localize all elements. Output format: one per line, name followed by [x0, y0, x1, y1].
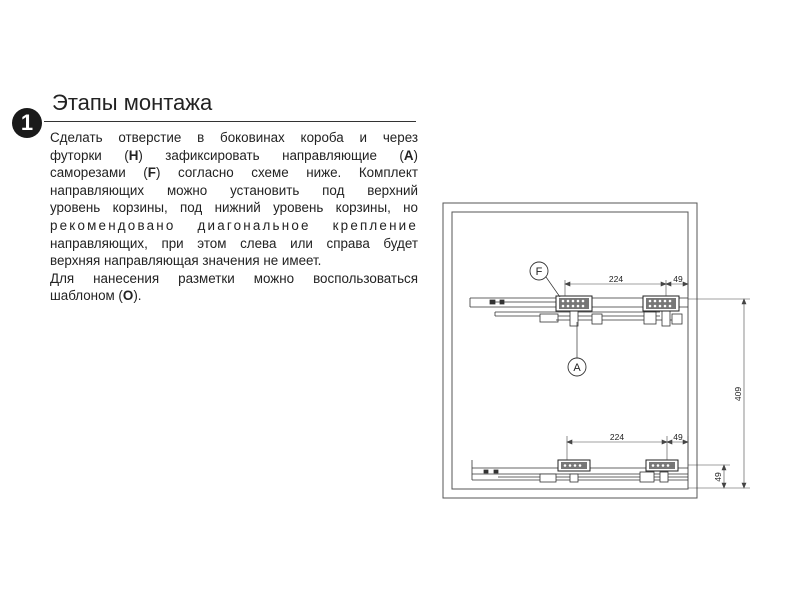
- top-bracket-rear: [643, 296, 679, 311]
- title-underline: [44, 121, 416, 122]
- instruction-line-2: футорки (Н) зафиксировать направляющие (А): [50, 147, 418, 163]
- callout-f: [530, 262, 560, 297]
- instruction-line-6: рекомендовано диагональное крепление: [50, 217, 418, 233]
- bottom-dim-49: 49: [673, 432, 683, 442]
- instruction-text: [50, 129, 418, 305]
- ref-o: О: [122, 288, 134, 304]
- bottom-bracket-front: [558, 460, 590, 471]
- ref-h: Н: [128, 147, 139, 163]
- vertical-dim-409: 409: [733, 386, 743, 402]
- installation-diagram: [440, 200, 760, 510]
- callout-a-label: A: [573, 362, 581, 374]
- top-bracket-front: [556, 296, 592, 311]
- instruction-line-8: верхняя направляющая значения не имеет.: [50, 253, 322, 269]
- instruction-line-7: направляющих, при этом слева или справа будет: [50, 235, 418, 251]
- callout-f-label: F: [535, 266, 543, 278]
- cabinet-frame: [443, 203, 697, 498]
- step-number-badge: 1: [12, 108, 42, 138]
- instruction-line-3: саморезами (F) согласно схеме ниже. Комплект: [50, 165, 418, 181]
- bottom-dim-224: 224: [609, 432, 625, 442]
- instruction-line-1: Сделать отверстие в боковинах короба и через: [50, 130, 418, 145]
- bottom-offset-dim-49: 49: [713, 472, 723, 482]
- top-dim-49: 49: [673, 274, 683, 284]
- top-dim-224: 224: [608, 274, 624, 284]
- bottom-bracket-rear: [646, 460, 678, 471]
- instruction-line-4: направляющих можно установить под верхний: [50, 182, 418, 198]
- instruction-line-9: Для нанесения разметки можно воспользоваться: [50, 270, 418, 286]
- page-title: Этапы монтажа: [52, 90, 213, 115]
- instruction-line-10: шаблоном (О).: [50, 288, 142, 304]
- ref-f: F: [147, 165, 156, 181]
- instruction-line-5: уровень корзины, под нижний уровень корзины, но: [50, 200, 418, 216]
- ref-a: А: [403, 147, 414, 163]
